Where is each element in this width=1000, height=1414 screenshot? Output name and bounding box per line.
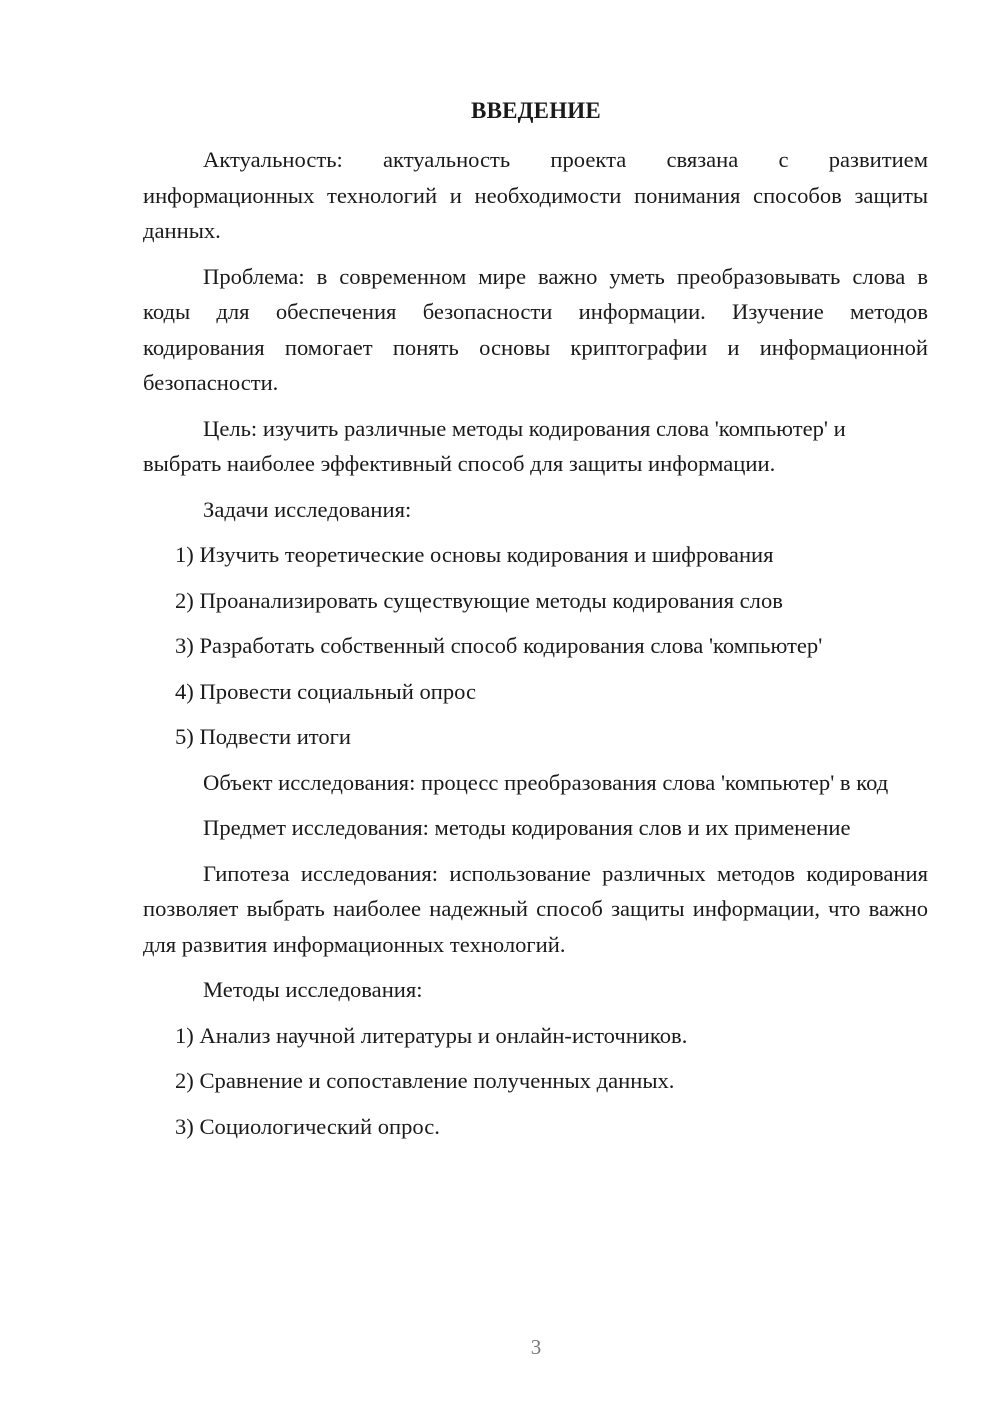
task-item-5: 5) Подвести итоги	[175, 724, 352, 749]
task-item-4: 4) Провести социальный опрос	[175, 678, 477, 704]
methods-heading: Методы исследования:	[203, 977, 423, 1002]
tasks-heading: Задачи исследования:	[203, 496, 412, 522]
paragraph-relevance: Актуальность: актуальность проекта связана с развитием информационных технологий и необходимости понимания способов защиты данных.	[143, 147, 928, 243]
paragraph-problem: Проблема: в современном мире важно уметь преобразовывать слова в коды для обеспечения безопасности информации. Изучение методов кодирования помогает понять основы криптографии и информационной безопасности.	[143, 263, 928, 395]
task-item-1: 1) Изучить теоретические основы кодирования и шифрования	[175, 542, 774, 567]
paragraph-goal: Цель: изучить различные методы кодирования слова 'компьютер' и выбрать наиболее эффективный способ для защиты информации.	[143, 415, 846, 476]
paragraph-object: Объект исследования: процесс преобразования слова 'компьютер' в код	[203, 769, 889, 795]
task-item-2: 2) Проанализировать существующие методы кодирования слов	[175, 587, 783, 613]
page-title: ВВЕДЕНИЕ	[471, 98, 601, 123]
paragraph-hypothesis: Гипотеза исследования: использование различных методов кодирования позволяет выбрать наиболее надежный способ защиты информации, что важно для развития информационных технологий.	[143, 860, 928, 957]
page-number: 3	[530, 1335, 542, 1359]
document-body	[143, 142, 928, 1154]
method-item-2: 2) Сравнение и сопоставление полученных данных.	[175, 1068, 675, 1093]
method-item-1: 1) Анализ научной литературы и онлайн-источников.	[175, 1022, 688, 1048]
method-item-3: 3) Социологический опрос.	[175, 1113, 440, 1139]
paragraph-subject: Предмет исследования: методы кодирования слов и их применение	[203, 815, 851, 840]
task-item-3: 3) Разработать собственный способ кодирования слова 'компьютер'	[175, 633, 823, 658]
